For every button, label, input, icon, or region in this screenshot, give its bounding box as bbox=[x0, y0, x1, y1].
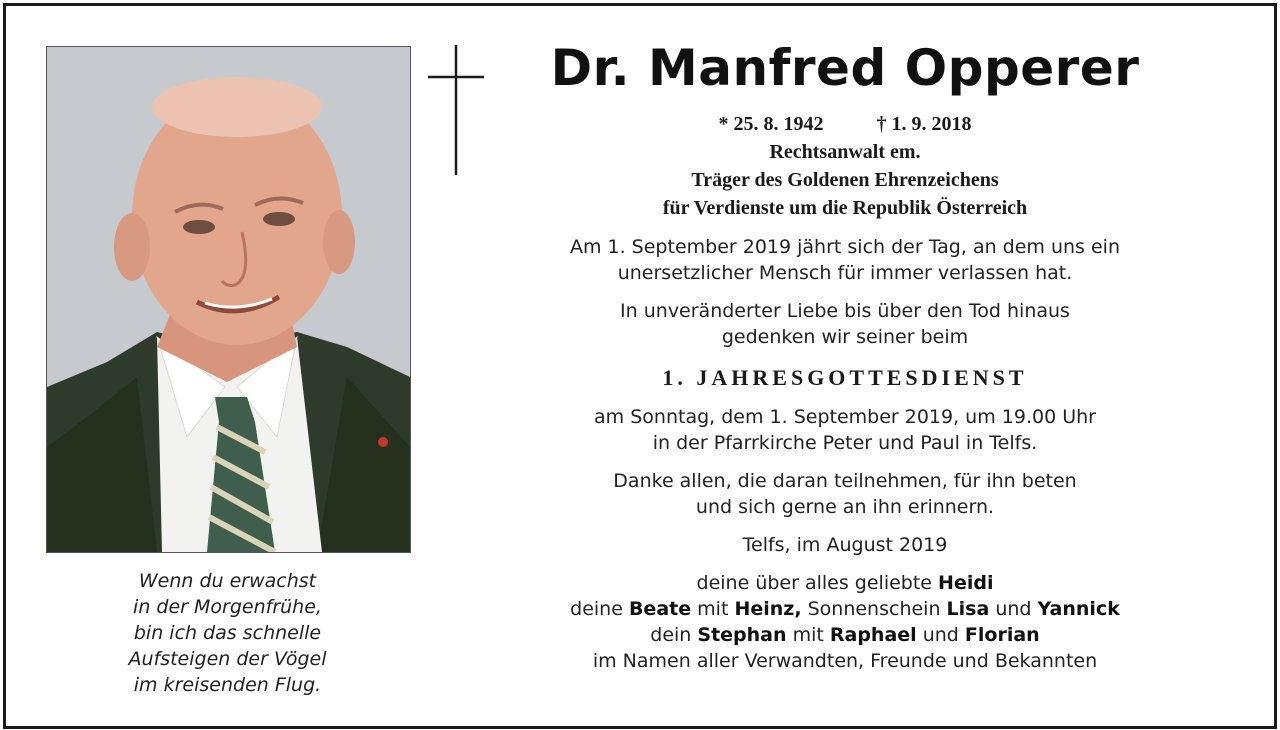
signature-line: im Namen aller Verwandten, Freunde und Bekannten bbox=[592, 650, 1098, 672]
service-time: am Sonntag, dem 1. September 2019, um 19.00 Uhr bbox=[594, 406, 1096, 428]
honor-line: Träger des Goldenen Ehrenzeichens bbox=[691, 169, 999, 191]
cross-icon bbox=[428, 45, 484, 180]
intro-text: Am 1. September 2019 jährt sich der Tag, an dem uns ein bbox=[569, 236, 1121, 258]
signature-line bbox=[520, 622, 1170, 648]
birth-date: * 25. 8. 1942 bbox=[718, 113, 824, 135]
poem-line: in der Morgenfrühe, bbox=[133, 596, 322, 618]
obituary-text bbox=[520, 36, 1170, 674]
family-name: Yannick bbox=[1037, 598, 1120, 620]
deceased-name: Dr. Manfred Opperer bbox=[550, 39, 1140, 97]
poem-line: Wenn du erwachst bbox=[138, 570, 317, 592]
signature-line bbox=[520, 570, 1170, 596]
signature-text: mit bbox=[691, 598, 735, 620]
family-name: Florian bbox=[964, 624, 1040, 646]
service-title: 1. JAHRESGOTTESDIENST bbox=[662, 365, 1028, 390]
service-location: in der Pfarrkirche Peter und Paul in Telfs. bbox=[652, 432, 1038, 454]
signature-text: und bbox=[916, 624, 965, 646]
thanks-text: Danke allen, die daran teilnehmen, für ihn beten bbox=[613, 470, 1077, 492]
poem-line: bin ich das schnelle bbox=[133, 622, 322, 644]
death-date: † 1. 9. 2018 bbox=[876, 113, 972, 135]
poem-line: Aufsteigen der Vögel bbox=[128, 648, 327, 670]
signature-text: deine über alles geliebte bbox=[696, 572, 939, 594]
intro-text: unersetzlicher Mensch für immer verlassen hat. bbox=[617, 262, 1073, 284]
signature-text: mit bbox=[786, 624, 830, 646]
place-date: Telfs, im August 2019 bbox=[742, 534, 948, 556]
thanks-text: und sich gerne an ihn erinnern. bbox=[695, 496, 995, 518]
signature-line bbox=[520, 596, 1170, 622]
family-name: Heinz, bbox=[734, 598, 802, 620]
memorial-poem bbox=[46, 568, 409, 698]
remembrance-text: gedenken wir seiner beim bbox=[721, 326, 969, 348]
family-name: Heidi bbox=[938, 572, 994, 594]
profession: Rechtsanwalt em. bbox=[769, 141, 921, 163]
poem-line: im kreisenden Flug. bbox=[133, 674, 322, 696]
signature-text: deine bbox=[570, 598, 629, 620]
signature-text: und bbox=[989, 598, 1038, 620]
family-name: Lisa bbox=[946, 598, 990, 620]
family-name: Raphael bbox=[829, 624, 917, 646]
life-dates bbox=[520, 110, 1170, 138]
family-name: Beate bbox=[628, 598, 692, 620]
signature-text: Sonnenschein bbox=[801, 598, 947, 620]
family-name: Stephan bbox=[697, 624, 787, 646]
remembrance-text: In unveränderter Liebe bis über den Tod hinaus bbox=[620, 300, 1070, 322]
honor-line: für Verdienste um die Republik Österreich bbox=[662, 197, 1028, 219]
portrait-photo bbox=[46, 46, 411, 553]
signature-text: dein bbox=[650, 624, 698, 646]
